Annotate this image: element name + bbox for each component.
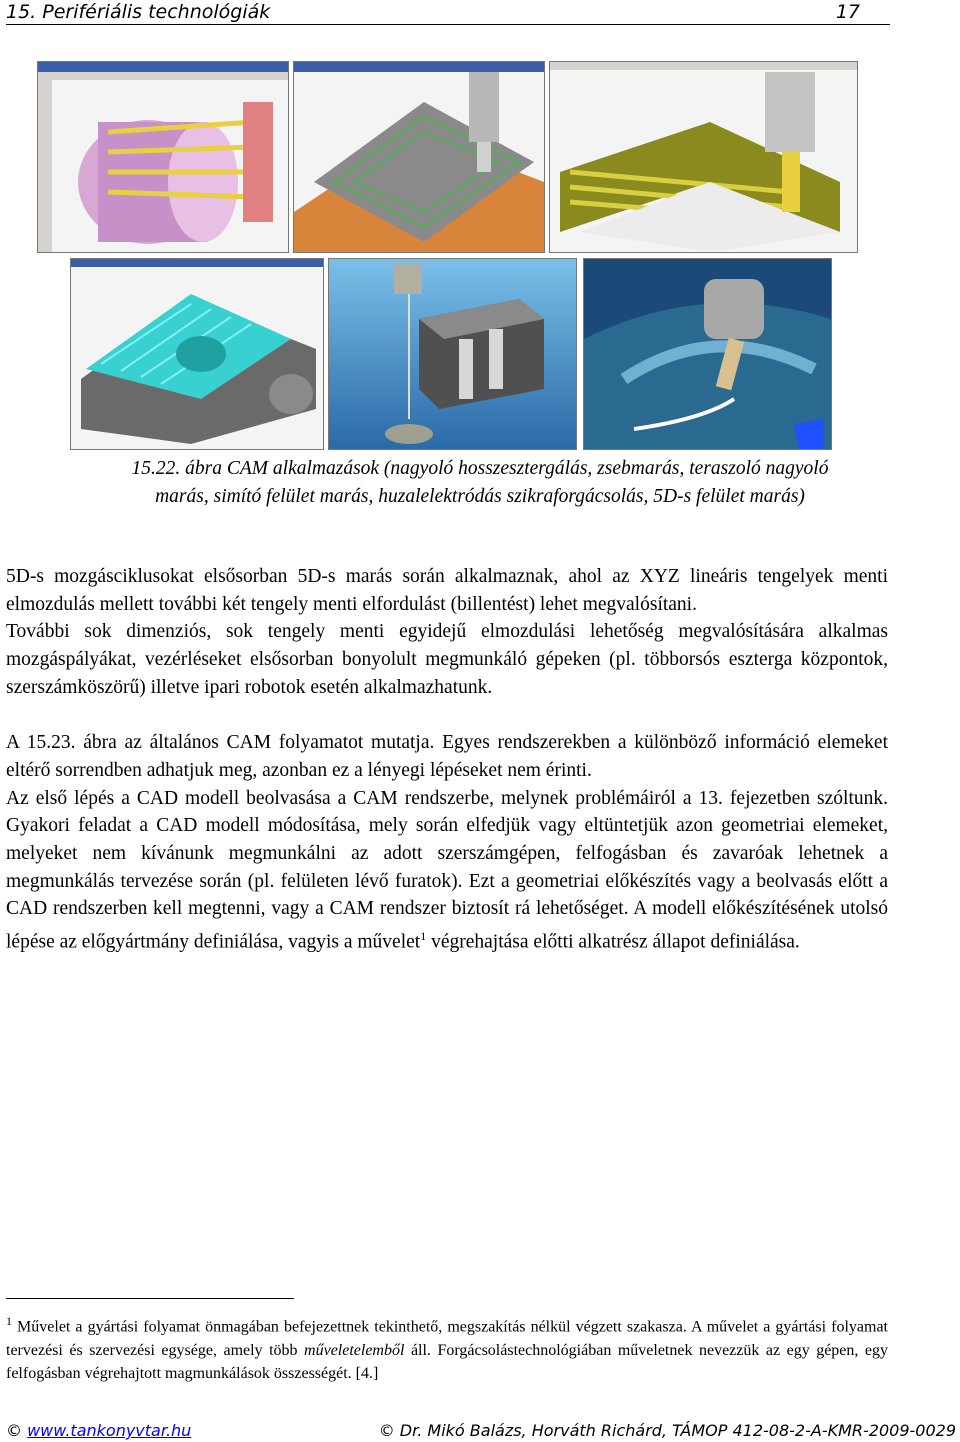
footnote-text: Művelet a gyártási folyamat önmagában befejezettnek tekinthető, megszakítás nélkül végzett szakasza. A művelet a gyártási folyamat tervezési és szervezési egysége, amely több bbox=[6, 1318, 888, 1359]
cam-screenshot-5axis-milling-icon bbox=[583, 258, 832, 450]
paragraph bbox=[6, 785, 888, 957]
page-number: 17 bbox=[835, 1, 860, 23]
chapter-title: 15. Perifériális technológiák bbox=[6, 1, 271, 23]
paragraph: A 15.23. ábra az általános CAM folyamatot mutatja. Egyes rendszerekben a különböző információ elemeket eltérő sorrendben adhatjuk meg, azonban ez a lényegi lépéseket nem érinti. bbox=[6, 732, 888, 781]
paragraph-text: Az első lépés a CAD modell beolvasása a CAM rendszerbe, melynek problémáiról a 13. fejezetben szóltunk. Gyakori feladat a CAD modell módosítása, mely során elfedjük vagy eltüntetjük azon geometriai elemeket, melyeket nem kívánunk megmunkálni az adott szerszámgépen, felfogásban és zavaróak lehetnek a megmunkálás tervezése során (pl. felületen lévő furatok). Ezt a geometriai előkészítés vagy a beolvasás előtt a CAD rendszerben kell megtenni, vagy a CAM rendszer biztosít rá lehetőséget. A modell előkészítésének utolsó lépése az előgyártmány definiálása, vagyis a művelet bbox=[6, 787, 888, 953]
cam-screenshot-turning-icon bbox=[37, 61, 289, 253]
footer-left bbox=[6, 1421, 191, 1440]
footnote bbox=[6, 1310, 888, 1386]
page-footer bbox=[6, 1418, 956, 1440]
cam-screenshot-terrace-roughing-icon bbox=[549, 61, 858, 253]
footnote-number: 1 bbox=[6, 1314, 12, 1328]
cam-screenshot-wire-edm-icon bbox=[328, 258, 577, 450]
website-link[interactable]: www.tankonyvtar.hu bbox=[27, 1421, 192, 1440]
paragraph: További sok dimenziós, sok tengely menti egyidejű elmozdulási lehetőség megvalósítására alkalmas mozgáspályákat, vezérléseket elsősorban bonyolult megmunkáló gépeken (pl. többorsós eszterga központok, szerszámköszörű) illetve ipari robotok esetén alkalmazhatunk. bbox=[6, 621, 888, 698]
body-text bbox=[6, 563, 888, 956]
cam-screenshot-surface-finishing-icon bbox=[70, 258, 324, 450]
paragraph: 5D-s mozgásciklusokat elsősorban 5D-s marás során alkalmaznak, ahol az XYZ lineáris tengelyek menti elmozdulás mellett további két tengely menti elfordulást (billentést) lehet megvalósítani. bbox=[6, 566, 888, 615]
paragraph-text: végrehajtása előtti alkatrész állapot definiálása. bbox=[426, 931, 800, 953]
footer-copyright: © Dr. Mikó Balázs, Horváth Richárd, TÁMOP 412-08-2-A-KMR-2009-0029 bbox=[378, 1421, 956, 1440]
copyright-icon: © bbox=[6, 1421, 22, 1440]
footnote-emphasis: műveletelemből bbox=[304, 1341, 405, 1359]
figure-caption: 15.22. ábra CAM alkalmazások (nagyoló hosszesztergálás, zsebmarás, teraszoló nagyoló marás, simító felület marás, huzalelektródás szikraforgácsolás, 5D-s felület marás) bbox=[131, 458, 829, 507]
footnote-separator bbox=[6, 1298, 294, 1299]
page-header bbox=[6, 0, 890, 25]
footnote-text: áll. Forgácsolástechnológiában műveletnek nevezzük az egy gépen, egy felfogásban végrehajtott magmunkálások összességét. [4.] bbox=[6, 1341, 889, 1383]
footnote-reference[interactable]: 1 bbox=[420, 929, 427, 944]
cam-screenshot-pocket-milling-icon bbox=[293, 61, 545, 253]
